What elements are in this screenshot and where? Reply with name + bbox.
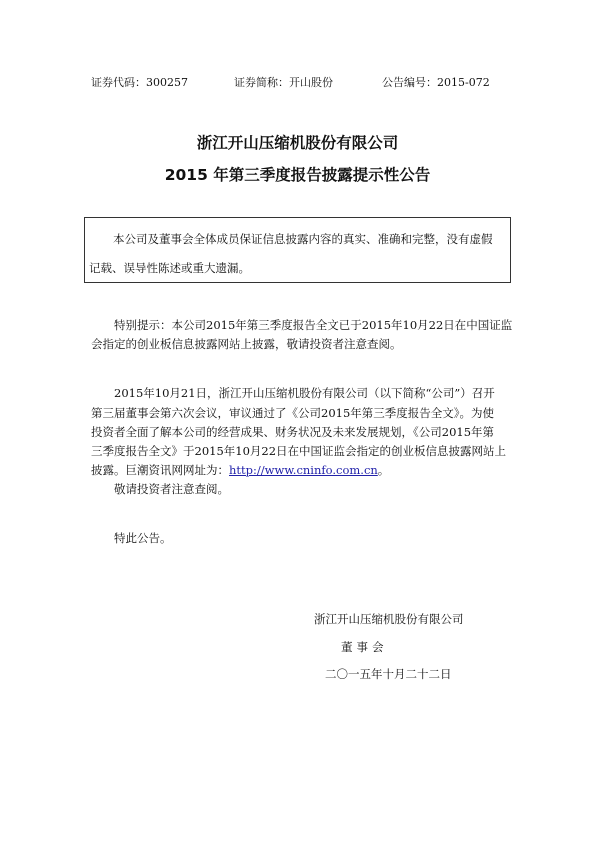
special-notice-line: 特别提示：本公司2015年第三季度报告全文已于2015年10月22日在中国证监: [114, 318, 513, 332]
body-paragraph-line: 投资者全面了解本公司的经营成果、财务状况及未来发展规划，《公司2015年第: [91, 425, 495, 439]
sentence-end: 。: [377, 463, 390, 477]
document-title-subject: 2015 年第三季度报告披露提示性公告: [164, 166, 431, 184]
signature-date: 二〇一五年十月二十二日: [325, 667, 452, 681]
disclaimer-line: 本公司及董事会全体成员保证信息披露内容的真实、准确和完整，没有虚假: [113, 232, 493, 246]
body-paragraph-line: 第三届董事会第六次会议，审议通过了《公司2015年第三季度报告全文》。为使: [91, 406, 495, 420]
closing-statement: 特此公告。: [114, 531, 172, 545]
stock-code: 证券代码：300257: [91, 76, 188, 89]
disclaimer-box: [84, 217, 511, 283]
stock-abbreviation: 证券简称：开山股份: [234, 76, 333, 89]
signature-company: 浙江开山压缩机股份有限公司: [314, 612, 464, 626]
document-title-company: 浙江开山压缩机股份有限公司: [196, 134, 399, 152]
body-paragraph-line: 2015年10月21日，浙江开山压缩机股份有限公司（以下简称“公司”）召开: [114, 386, 495, 400]
body-paragraph-line: [91, 463, 389, 477]
body-paragraph-line: 三季度报告全文》于2015年10月22日在中国证监会指定的创业板信息披露网站上: [91, 444, 507, 458]
special-notice-line: 会指定的创业板信息披露网站上披露，敬请投资者注意查阅。: [91, 337, 402, 351]
notice-number: 公告编号：2015-072: [382, 76, 490, 89]
signature-board: 董事会: [341, 640, 388, 654]
body-paragraph-line: 敬请投资者注意查阅。: [114, 482, 229, 496]
website-label: 披露。巨潮资讯网网址为：: [91, 463, 229, 477]
cninfo-link[interactable]: http://www.cninfo.com.cn: [229, 463, 378, 477]
disclaimer-line: 记载、误导性陈述或重大遗漏。: [89, 261, 250, 275]
